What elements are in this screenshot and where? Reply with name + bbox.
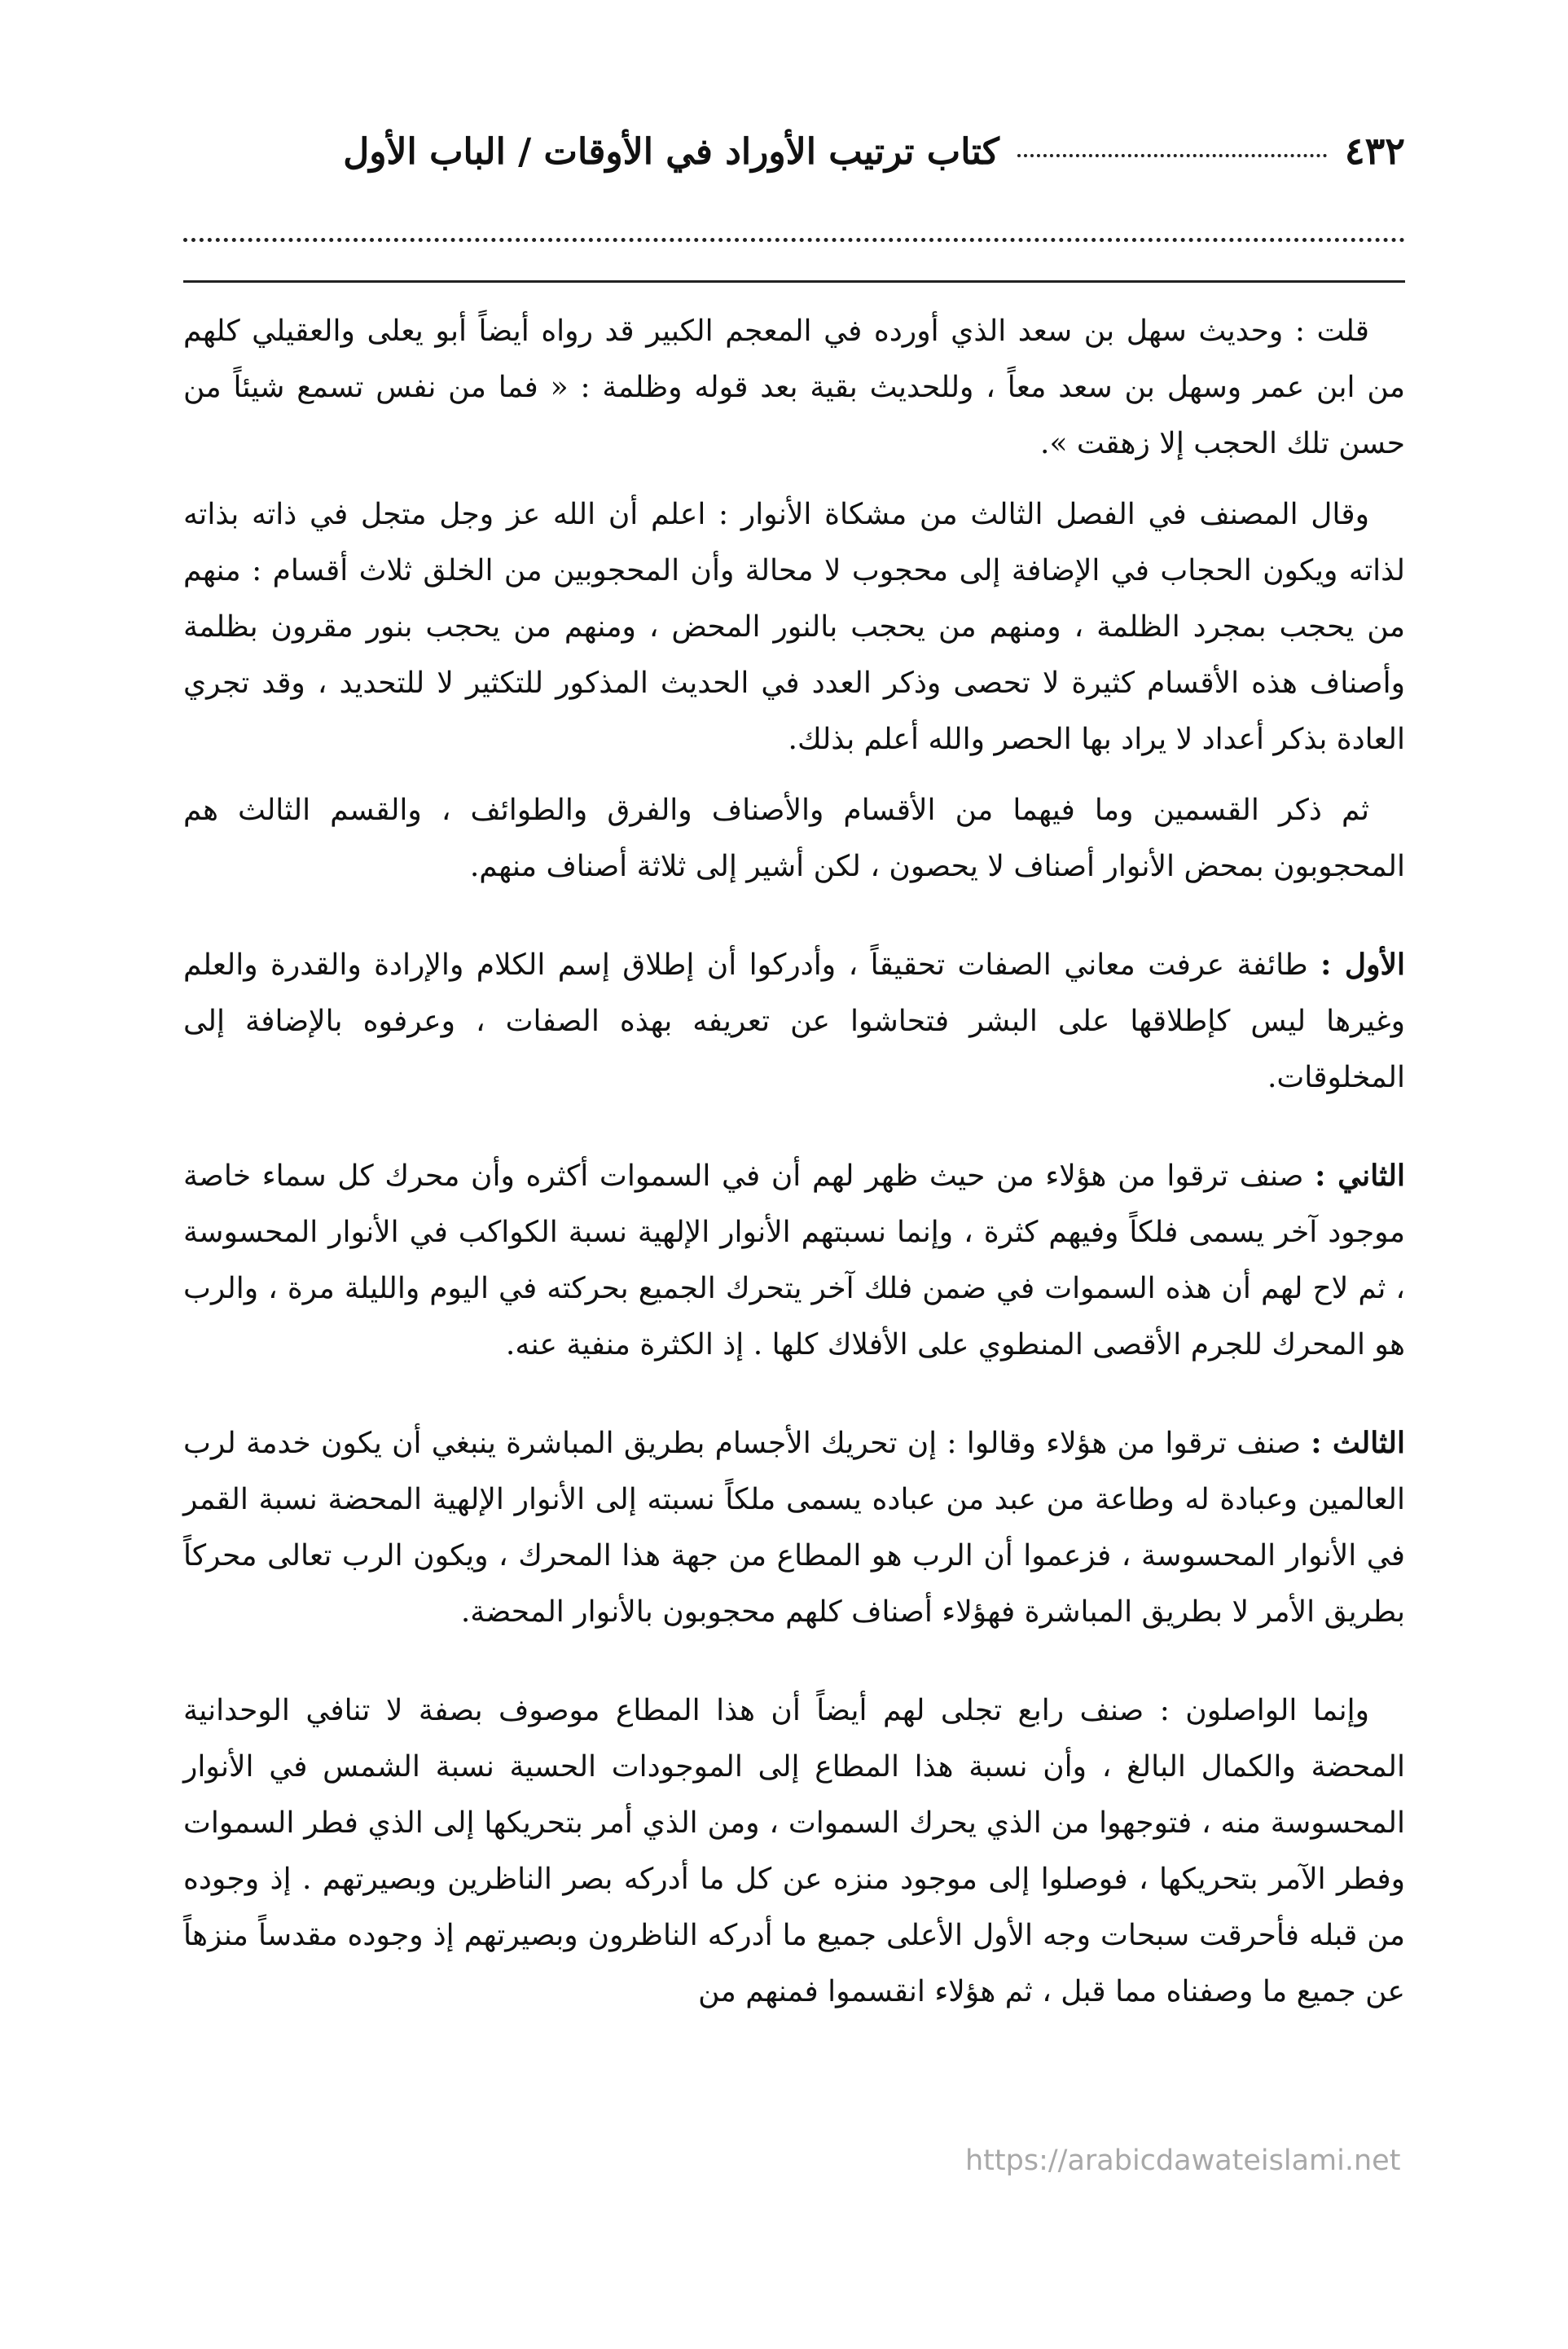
paragraph-text: ثم ذكر القسمين وما فيهما من الأقسام والأصناف والفرق والطوائف ، والقسم الثالث هم المحجوبون بمحض الأنوار أصناف لا يحصون ، لكن أشير إلى ثلاثة أصناف منهم. (183, 794, 1405, 883)
paragraph-text: قلت : وحديث سهل بن سعد الذي أورده في المعجم الكبير قد رواه أيضاً أبو يعلى والعقيلي كلهم من ابن عمر وسهل بن سعد معاً ، وللحديث بقية بعد قوله وظلمة : « فما من نفس تسمع شيئاً من حسن تلك الحجب إلا زهقت ». (183, 315, 1406, 460)
running-header (183, 129, 1405, 194)
dotted-separator (183, 238, 1405, 242)
paragraph-2 (183, 486, 1405, 768)
paragraph-lead: الثاني : (1315, 1159, 1406, 1193)
paragraph-4 (183, 937, 1405, 1106)
paragraph-lead: الثالث : (1311, 1426, 1405, 1460)
running-title: كتاب ترتيب الأوراد في الأوقات / الباب الأول (343, 131, 999, 173)
page-number: ٤٣٢ (1344, 129, 1405, 173)
paragraph-text: طائفة عرفت معاني الصفات تحقيقاً ، وأدركوا أن إطلاق إسم الكلام والإرادة والقدرة والعلم وغيرها ليس كإطلاقها على البشر فتحاشوا عن تعريفه بهذه الصفات ، وعرفوه بالإضافة إلى المخلوقات. (183, 948, 1405, 1094)
header-dot-leader (1017, 130, 1327, 157)
main-text (183, 303, 1405, 2020)
paragraph-7 (183, 1683, 1405, 2020)
paragraph-5 (183, 1148, 1405, 1373)
paragraph-text: صنف ترقوا من هؤلاء وقالوا : إن تحريك الأجسام بطريق المباشرة ينبغي أن يكون خدمة لرب العالمين وعبادة له وطاعة من عبد من عباده يسمى ملكاً نسبته إلى الأنوار الإلهية المحضة نسبة القمر في الأنوار المحسوسة ، فزعموا أن الرب هو المطاع من جهة هذا المحرك ، ويكون الرب تعالى محركاً بطريق الأمر لا بطريق المباشرة فهؤلاء أصناف كلهم محجوبون بالأنوار المحضة. (183, 1427, 1405, 1629)
paragraph-text: وقال المصنف في الفصل الثالث من مشكاة الأنوار : اعلم أن الله عز وجل متجل في ذاته بذاته لذاته ويكون الحجاب في الإضافة إلى محجوب لا محالة وأن المحجوبين من الخلق ثلاث أقسام : منهم من يحجب بمجرد الظلمة ، ومنهم من يحجب بالنور المحض ، ومنهم من يحجب بنور مقرون بظلمة وأصناف هذه الأقسام كثيرة لا تحصى وذكر العدد في الحديث المذكور للتكثير لا للتحديد ، وقد تجري العادة بذكر أعداد لا يراد بها الحصر والله أعلم بذلك. (183, 498, 1405, 756)
paragraph-3 (183, 782, 1405, 895)
paragraph-1 (183, 303, 1405, 472)
paragraph-lead: الأول : (1320, 948, 1406, 982)
header-rule (183, 280, 1405, 283)
paragraph-6 (183, 1415, 1405, 1640)
paragraph-text: صنف ترقوا من هؤلاء من حيث ظهر لهم أن في السموات أكثره وأن محرك كل سماء خاصة موجود آخر يسمى فلكاً وفيهم كثرة ، وإنما نسبتهم الأنوار الإلهية نسبة الكواكب في الأنوار المحسوسة ، ثم لاح لهم أن هذه السموات في ضمن فلك آخر يتحرك الجميع بحركته في اليوم والليلة مرة ، والرب هو المحرك للجرم الأقصى المنطوي على الأفلاك كلها . إذ الكثرة منفية عنه. (183, 1159, 1405, 1361)
paragraph-text: وإنما الواصلون : صنف رابع تجلى لهم أيضاً أن هذا المطاع موصوف بصفة لا تنافي الوحدانية المحضة والكمال البالغ ، وأن نسبة هذا المطاع إلى الموجودات الحسية نسبة الشمس في الأنوار المحسوسة منه ، فتوجهوا من الذي يحرك السموات ، ومن الذي أمر بتحريكها إلى الذي فطر السموات وفطر الآمر بتحريكها ، فوصلوا إلى موجود منزه عن كل ما أدركه بصر الناظرين وبصيرتهم . إذ وجوده من قبله فأحرقت سبحات وجه الأول الأعلى جميع ما أدركه الناظرون وبصيرتهم إذ وجوده مقدساً منزهاً عن جميع ما وصفناه مما قبل ، ثم هؤلاء انقسموا فمنهم من (183, 1694, 1405, 2008)
source-watermark: https://arabicdawateislami.net (965, 2144, 1401, 2177)
